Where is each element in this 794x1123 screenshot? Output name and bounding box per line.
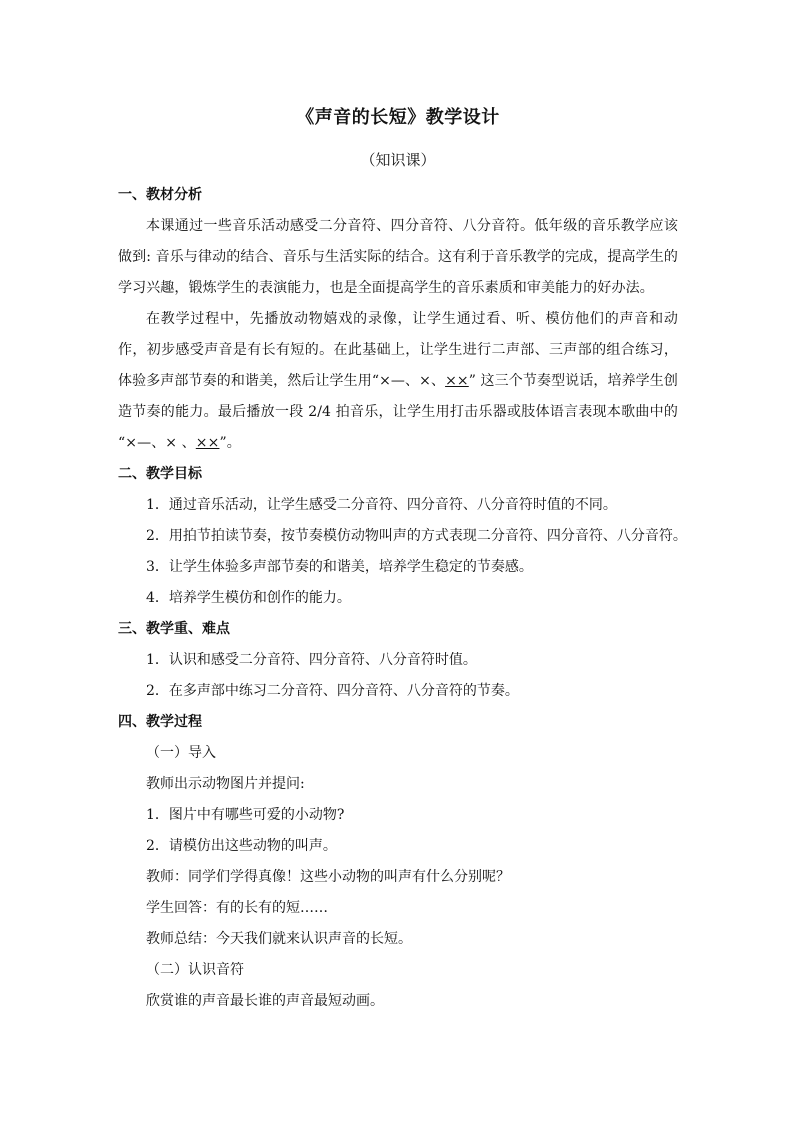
section-heading-textbook-analysis: 一、教材分析: [118, 187, 202, 203]
process-line-5: 教师：同学们学得真像！这些小动物的叫声有什么分别呢？: [146, 869, 510, 885]
goal-item-2: 2．用拍节拍读节奏，按节奏模仿动物叫声的方式表现二分音符、四分音符、八分音符。: [146, 528, 687, 544]
rhythm-eighth-notes-2: ××: [195, 435, 220, 451]
key-point-item-2: 2．在多声部中练习二分音符、四分音符、八分音符的节奏。: [146, 683, 519, 699]
process-line-4: 2．请模仿出这些动物的叫声。: [146, 838, 337, 854]
section-heading-teaching-goals: 二、教学目标: [118, 466, 202, 482]
process-line-2: 教师出示动物图片并提问:: [146, 776, 305, 792]
rhythm-eighth-notes: ××: [445, 373, 469, 389]
goal-item-1: 1．通过音乐活动，让学生感受二分音符、四分音符、八分音符时值的不同。: [146, 497, 617, 513]
goal-item-4: 4．培养学生模仿和创作的能力。: [146, 590, 351, 606]
key-point-item-1: 1．认识和感受二分音符、四分音符、八分音符时值。: [146, 652, 477, 668]
process-line-3: 1．图片中有哪些可爱的小动物?: [146, 807, 345, 823]
paragraph-analysis-2-part-c: ”。: [219, 435, 241, 451]
process-line-6: 学生回答：有的长有的短……: [146, 900, 328, 916]
document-page: [118, 104, 687, 1017]
process-subheading-notes: （二）认识音符: [146, 962, 244, 978]
process-line-7: 教师总结：今天我们就来认识声音的长短。: [146, 931, 412, 947]
section-heading-teaching-process: 四、教学过程: [118, 714, 202, 730]
paragraph-analysis-1: 本课通过一些音乐活动感受二分音符、四分音符、八分音符。低年级的音乐教学应该做到: 音乐与律动的结合、音乐与生活实际的结合。这有利于音乐教学的完成，提高学生的学习兴趣，锻炼学生的表演能力，也是全面提高学生的音乐素质和审美能力的好办法。: [118, 218, 678, 296]
document-title: 《声音的长短》教学设计: [296, 107, 500, 128]
section-heading-key-points: 三、教学重、难点: [118, 621, 230, 637]
process-line-9: 欣赏谁的声音最长谁的声音最短动画。: [146, 993, 384, 1009]
goal-item-3: 3．让学生体验多声部节奏的和谐美，培养学生稳定的节奏感。: [146, 559, 533, 575]
paragraph-analysis-2: [118, 304, 678, 459]
document-subtitle: （知识课）: [360, 151, 436, 169]
process-subheading-intro: （一）导入: [146, 745, 216, 761]
paragraph-analysis-2-part-a: 在教学过程中，先播放动物嬉戏的录像，让学生通过看、听、模仿他们的声音和动作，初步感受声音是有长有短的。在此基础上，让学生进行二声部、三声部的组合练习，体验多声部节奏的和谐美，然后让学生用“×—、×、: [118, 311, 678, 389]
paragraph-analysis-2-part-b: ” 这三个节奏型说话，培养学生创造节奏的能力。最后播放一段 2/4 拍音乐，让学生用打击乐器或肢体语言表现本歌曲中的 “×—、× 、: [118, 373, 678, 451]
